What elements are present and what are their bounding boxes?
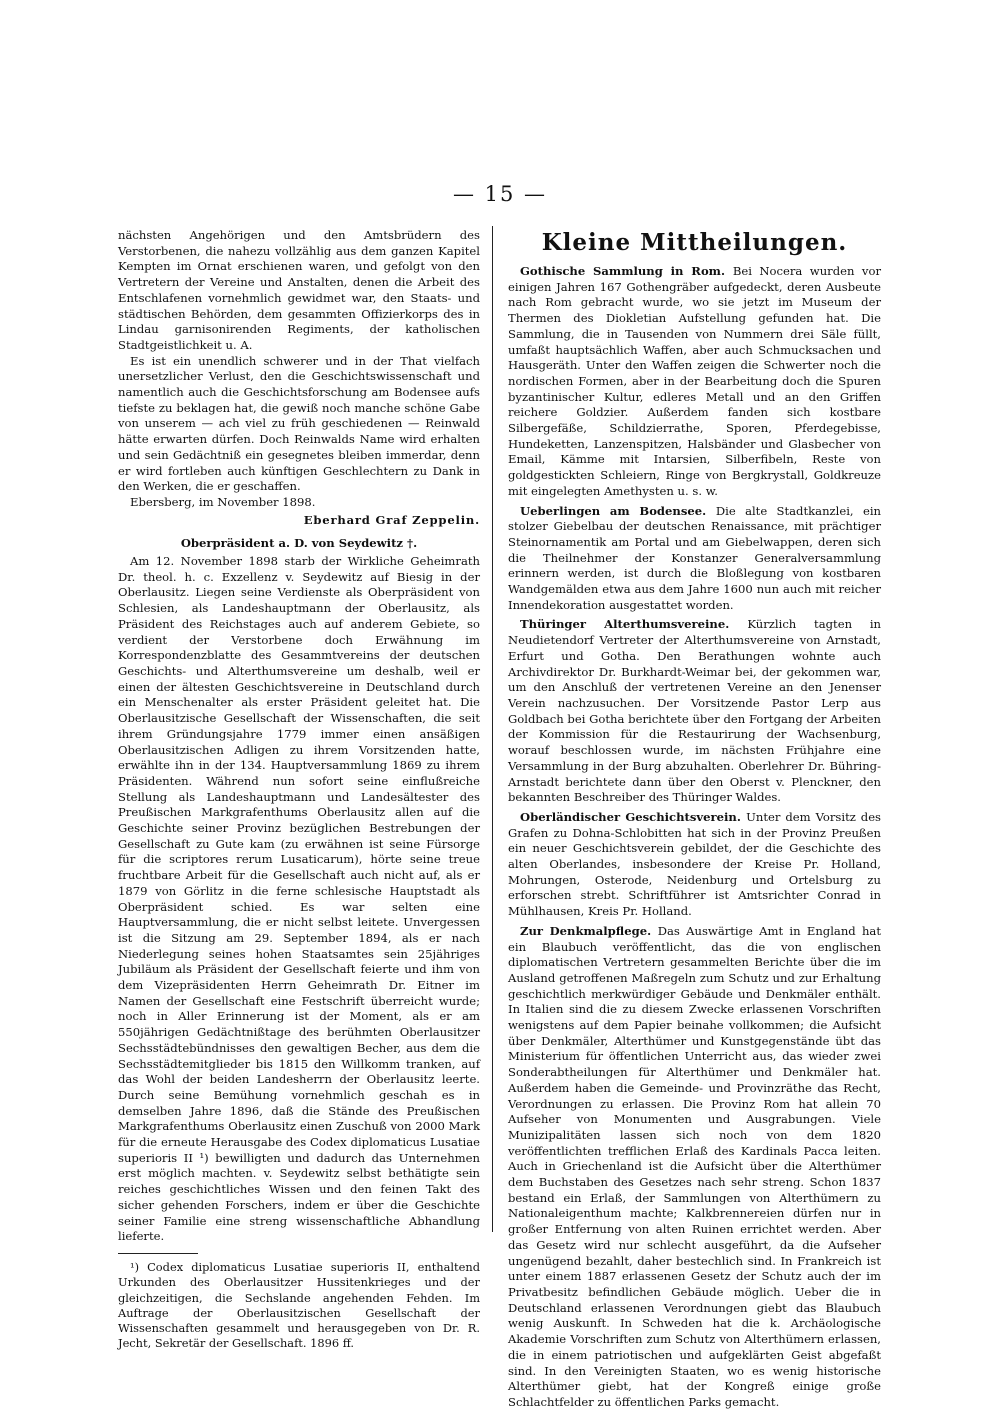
news-item-text: Kürzlich tagten in Neudietendorf Vertreter der Alterthumsvereine von Arnstadt, Erfurt und Gotha. Den Berathungen wohnte auch Archivdirektor Dr. Burkhardt-Weimar bei, der gekommen war, um den Anschluß der vertretenen Vereine an den Jenenser Verein nachzusuchen. Der Vorsitzende Pastor Lerp aus Goldbach bei Gotha berichtete über den Fortgang der Arbeiten der Kommission für die Restaurirung der Wachsenburg, worauf beschlossen wurde, im nächsten Frühjahre eine Versammlung in der Burg abzuhalten. Oberlehrer Dr. Bühring-Arnstadt berichtete dann über den Oberst v. Plenckner, den bekannten Beschreiber des Thüringer Waldes. [508, 617, 881, 805]
news-item [508, 264, 881, 500]
obituary-closing-paragraph: Es ist ein unendlich schwerer und in der That vielfach unersetzlicher Verlust, den die Geschichtswissenschaft und namentlich auch die Geschichtsforschung am Bodensee aufs tiefste zu beklagen hat, die gewiß noch manche schöne Gabe von unserem — ach viel zu früh geschiedenen — Reinwald hätte erwarten dürfen. Doch Reinwalds Name wird erhalten und sein Gedächtniß ein gesegnetes bleiben immerdar, denn er wird fortleben auch künftigen Geschlechtern zu Dank in den Werken, die er geschaffen. [118, 353, 480, 494]
page-number: — 15 — [452, 182, 548, 206]
right-column [508, 228, 881, 1411]
news-item-text: Bei Nocera wurden vor einigen Jahren 167 Gothengräber aufgedeckt, deren Ausbeute nach Rom gebracht wurde, wo sie jetzt im Museum der Thermen des Diokletian Aufstellung gefunden hat. Die Sammlung, die in Tausenden von Nummern drei Säle füllt, umfaßt hauptsächlich Waffen, aber auch Schmucksachen und Hausgeräth. Unter den Waffen zeigen die Schwerter noch die nordischen Formen, aber in der Bearbeitung doch die Spuren byzantinischer Kultur, edleres Metall und an den Griffen reichere Goldzier. Außerdem fanden sich kostbare Silbergefäße, Schildzierrathe, Sporen, Pferdegebisse, Hundeketten, Lanzenspitzen, Halsbänder und Glasbecher von Email, Kämme mit Intarsien, Silberfibeln, Reste von goldgestickten Schleiern, Ringe von Bergkrystall, Goldkreuze mit eingelegten Amethysten u. s. w. [508, 264, 882, 498]
news-item-text: Unter dem Vorsitz des Grafen zu Dohna-Schlobitten hat sich in der Provinz Preußen ein neuer Geschichtsverein gebildet, der die Geschichte des alten Oberlandes, insbesondere der Kreise Pr. Holland, Mohrungen, Osterode, Neidenburg und Ortelsburg zu erforschen strebt. Schriftführer ist Amtsrichter Conrad in Mühlhausen, Kreis Pr. Holland. [508, 809, 882, 919]
news-item [508, 924, 881, 1411]
obituary-text: Am 12. November 1898 starb der Wirkliche Geheimrath Dr. theol. h. c. Exzellenz v. Seydewitz auf Biesig in der Oberlausitz. Liegen seine Verdienste als Oberpräsident von Schlesien, als Landeshauptmann der Oberlausitz, als Präsident des Reichstages auch auf anderem Gebiete, so verdient der Verstorbene doch Erwähnung im Korrespondenzblatte des Gesammtvereins der deutschen Geschichts- und Alterthumsvereine um deshalb, weil er einen der ältesten Geschichtsvereine in Deutschland durch ein Menschenalter als erster Präsident geleitet hat. Die Oberlausitzische Gesellschaft der Wissenschaften, die seit ihrem Gründungsjahre 1779 immer einen ansäßigen Oberlausitzischen Adligen zu ihrem Vorsitzenden hatte, erwählte ihn in der 134. Hauptversammlung 1869 zu ihrem Präsidenten. Während nun sofort seine einflußreiche Stellung als Landeshauptmann und Landesältester des Preußischen Markgrafenthums Oberlausitz allen auf die Geschichte seiner Provinz bezüglichen Bestrebungen der Gesellschaft zu Gute kam (zu erwähnen ist seine Fürsorge für die scriptores rerum Lusaticarum), hörte seine treue fruchtbare Arbeit für die Gesellschaft auch nicht auf, als er 1879 von Görlitz in die ferne schlesische Hauptstadt als Oberpräsident schied. Es war selten eine Hauptversammlung, die er nicht selbst leitete. Unvergessen ist die Sitzung am 29. September 1894, als er nach Niederlegung seines hohen Staatsamtes sein 25jähriges Jubiläum als Präsident der Gesellschaft feierte und ihm von dem Vizepräsidenten Herrn Geheimrath Dr. Eitner im Namen der Gesellschaft eine Festschrift überreicht wurde; noch in Aller Erinnerung ist der Moment, als er am 550jährigen Gedächtnißtage des berühmten Oberlausitzer Sechsstädtebündnisses den gewaltigen Becher, aus dem die Sechsstädtemitglieder bis 1815 den Willkomm tranken, auf das Wohl der beiden Landesherrn der Oberlausitz leerte. Durch seine Bemühung vornehmlich geschah es in demselben Jahre 1896, daß die Stände des Preußischen Markgrafenthums Oberlausitz einen Zuschuß von 2000 Mark für die erneute Herausgabe des Codex diplomaticus Lusatiae superioris II ¹) bewilligten und dadurch das Unternehmen erst möglich machten. v. Seydewitz selbst bethätigte sein reiches geschichtliches Wissen und den feinen Takt des sicher gehenden Forschers, indem er über die Geschichte seiner Familie eine streng wissenschaftliche Abhandlung lieferte. [118, 554, 480, 1244]
news-item-heading: Gothische Sammlung in Rom. [520, 264, 733, 278]
news-item [508, 617, 881, 805]
news-item-heading: Ueberlingen am Bodensee. [520, 503, 716, 518]
footnote-divider [118, 1253, 198, 1254]
obituary-heading: Oberpräsident a. D. von Seydewitz †. [180, 536, 418, 551]
news-item-heading: Oberländischer Geschichtsverein. [520, 809, 747, 824]
left-column [118, 228, 480, 1352]
news-item [508, 810, 881, 920]
column-divider [492, 226, 493, 1232]
author-signature: Eberhard Graf Zeppelin. [303, 512, 480, 527]
place-date-line: Ebersberg, im November 1898. [130, 494, 316, 509]
obituary-continuation-paragraph: nächsten Angehörigen und den Amtsbrüdern des Verstorbenen, die nahezu vollzählig aus dem ganzen Kapitel Kempten im Ornat erschienen waren, und gefolgt von den Vertretern der Vereine und Anstalten, denen die Arbeit des Entschlafenen vornehmlich gewidmet war, den Staats- und städtischen Behörden, dem gesammten Offizierkorps des in Lindau garnisonirenden Regiments, der katholischen Stadtgeistlichkeit u. A. [118, 228, 480, 352]
news-item-text: Das Auswärtige Amt in England hat ein Blaubuch veröffentlicht, das die von englischen diplomatischen Vertretern gesammelten Berichte über die im Ausland getroffenen Maßregeln zum Schutz und zur Erhaltung geschichtlich merkwürdiger Gebäude und Denkmäler enthält. In Italien sind die zu diesem Zwecke erlassenen Vorschriften wenigstens auf dem Papier beinahe vollkommen; die Aufsicht über Denkmäler, Alterthümer und Kunstgegenstände übt das Ministerium für öffentlichen Unterricht aus, das wieder zwei Sonderabtheilungen für Alterthümer und Denkmäler hat. Außerdem haben die Gemeinde- und Provinzräthe das Recht, Verordnungen zu erlassen. Die Provinz Rom hat allein 70 Aufseher von Monumenten und Ausgrabungen. Viele Munizipalitäten lassen sich noch von dem 1820 veröffentlichten trefflichen Erlaß des Kardinals Pacca leiten. Auch in Griechenland ist die Aufsicht über die Alterthümer dem Buchstaben des Gesetzes nach sehr streng. Schon 1837 bestand ein Erlaß, der Sammlungen von Alterthümern zu Nationaleigenthum machte; Kalkbrennereien dürfen nur in großer Entfernung von alten Ruinen errichtet werden. Aber das Gesetz wird nur schlecht ausgeführt, da die Aufseher ungenügend bezahlt, daher bestechlich sind. In Frankreich ist unter einem 1887 erlassenen Gesetz der Schutz auch der im Privatbesitz befindlichen Gebäude möglich. Ueber die in Deutschland erlassenen Verordnungen giebt das Blaubuch wenig Auskunft. In Schweden hat die k. Archäologische Akademie Vorschriften zum Schutz von Alterthümern erlassen, die in einem patriotischen und aufgeklärten Geist abgefaßt sind. In den Vereinigten Staaten, wo es wenig historische Alterthümer giebt, hat der Kongreß einige große Schlachtfelder zu öffentlichen Parks gemacht. [508, 923, 881, 1409]
section-title: Kleine Mittheilungen. [541, 229, 848, 256]
news-item [508, 504, 881, 614]
footnote: ¹) Codex diplomaticus Lusatiae superioris II, enthaltend Urkunden des Oberlausitzer Hussitenkrieges und der gleichzeitigen, die Sechslande angehenden Fehden. Im Auftrage der Oberlausitzischen Gesellschaft der Wissenschaften gesammelt und herausgegeben von Dr. R. Jecht, Sekretär der Gesellschaft. 1896 ff. [118, 1260, 480, 1351]
news-item-text: Die alte Stadtkanzlei, ein stolzer Giebelbau der deutschen Renaissance, mit prächtiger Steinornamentik am Portal und am Giebelwappen, deren sich die Theilnehmer der Konstanzer Generalversammlung erinnern werden, ist durch die Bloßlegung von kostbaren Wandgemälden etwa aus dem Jahre 1600 nun auch mit reicher Innendekoration ausgestattet worden. [508, 503, 881, 612]
news-item-heading: Thüringer Alterthumsvereine. [520, 617, 748, 632]
news-item-heading: Zur Denkmalpflege. [520, 923, 658, 938]
